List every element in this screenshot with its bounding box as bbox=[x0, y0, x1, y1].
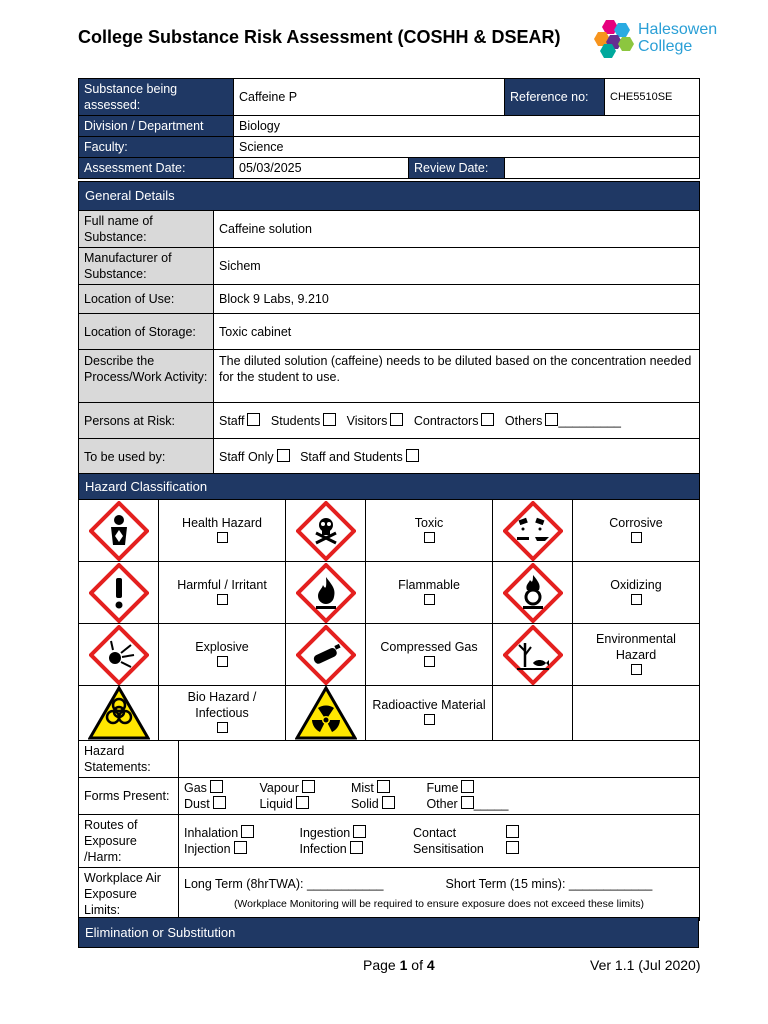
manufacturer-value: Sichem bbox=[214, 248, 700, 285]
compressed-gas-pictogram bbox=[286, 624, 366, 686]
harmful-cell bbox=[159, 562, 286, 624]
biohazard-pictogram bbox=[79, 686, 159, 741]
environmental-pictogram bbox=[493, 624, 573, 686]
hazard-classification-table bbox=[78, 473, 700, 741]
division-label: Division / Department bbox=[79, 116, 234, 137]
exclamation-icon bbox=[89, 563, 149, 623]
radioactive-label: Radioactive Material bbox=[372, 698, 486, 712]
environmental-cell bbox=[573, 624, 700, 686]
forms-label: Forms Present: bbox=[79, 778, 179, 815]
wel-values bbox=[179, 868, 700, 921]
persons-visitors: Visitors bbox=[346, 413, 388, 428]
health-hazard-icon bbox=[89, 501, 149, 561]
persons-staff-checkbox[interactable] bbox=[247, 413, 260, 426]
manufacturer-label: Manufacturer of Substance: bbox=[79, 248, 214, 285]
substance-info-table bbox=[78, 78, 700, 179]
persons-contractors-checkbox[interactable] bbox=[481, 413, 494, 426]
route-ingestion-checkbox[interactable] bbox=[353, 825, 366, 838]
explosive-label: Explosive bbox=[195, 639, 249, 654]
forms-options bbox=[179, 778, 700, 815]
form-liquid: Liquid bbox=[259, 796, 347, 812]
route-infection: Infection bbox=[299, 841, 409, 857]
used-by-staff-only-checkbox[interactable] bbox=[277, 449, 290, 462]
review-date-value bbox=[505, 158, 700, 179]
route-inhalation: Inhalation bbox=[184, 825, 296, 841]
environmental-label: Environmental Hazard bbox=[596, 631, 676, 662]
health-hazard-label: Health Hazard bbox=[182, 515, 262, 530]
route-contact-checkbox[interactable] bbox=[506, 825, 519, 838]
health-hazard-checkbox[interactable] bbox=[217, 532, 228, 543]
form-fume-checkbox[interactable] bbox=[461, 780, 474, 793]
routes-label: Routes of Exposure /Harm: bbox=[79, 815, 179, 868]
persons-staff: Staff bbox=[219, 413, 245, 428]
wel-note: (Workplace Monitoring will be required to ensure exposure does not exceed these limits) bbox=[233, 898, 645, 910]
assessment-date-value: 05/03/2025 bbox=[234, 158, 409, 179]
compressed-gas-cell bbox=[366, 624, 493, 686]
toxic-checkbox[interactable] bbox=[424, 532, 435, 543]
location-storage-value: Toxic cabinet bbox=[214, 314, 700, 350]
form-fume: Fume bbox=[426, 781, 474, 795]
location-use-value: Block 9 Labs, 9.210 bbox=[214, 285, 700, 314]
harmful-checkbox[interactable] bbox=[217, 594, 228, 605]
oxidizing-label: Oxidizing bbox=[610, 577, 662, 592]
route-injection: Injection bbox=[184, 841, 296, 857]
oxidizing-pictogram bbox=[493, 562, 573, 624]
statements-value bbox=[179, 741, 700, 778]
hazard-header: Hazard Classification bbox=[79, 474, 700, 500]
corrosive-cell bbox=[573, 500, 700, 562]
hazard-details-table bbox=[78, 740, 700, 921]
flammable-cell bbox=[366, 562, 493, 624]
wel-label: Workplace Air Exposure Limits: bbox=[79, 868, 179, 921]
route-sensitisation: Sensitisation bbox=[413, 842, 519, 856]
skull-crossbones-icon bbox=[296, 501, 356, 561]
harmful-pictogram bbox=[79, 562, 159, 624]
substance-label: Substance being assessed: bbox=[79, 79, 234, 116]
harmful-label: Harmful / Irritant bbox=[177, 577, 267, 592]
radioactive-checkbox[interactable] bbox=[424, 714, 435, 725]
explosive-checkbox[interactable] bbox=[217, 656, 228, 667]
flammable-checkbox[interactable] bbox=[424, 594, 435, 605]
routes-options bbox=[179, 815, 700, 868]
page-number: Page 1 of 4 bbox=[363, 957, 435, 973]
wel-short-term: Short Term (15 mins): ____________ bbox=[445, 877, 653, 891]
persons-at-risk bbox=[214, 403, 700, 439]
process-value: The diluted solution (caffeine) needs to be diluted based on the concentration needed for the student to use. bbox=[214, 350, 700, 403]
radioactive-cell bbox=[366, 686, 493, 741]
logo-hexagons-icon bbox=[594, 18, 638, 58]
assessment-date-label: Assessment Date: bbox=[79, 158, 234, 179]
form-liquid-checkbox[interactable] bbox=[296, 796, 309, 809]
route-ingestion: Ingestion bbox=[299, 825, 409, 841]
college-logo bbox=[594, 18, 734, 58]
route-injection-checkbox[interactable] bbox=[234, 841, 247, 854]
logo-line2: College bbox=[638, 38, 693, 55]
full-name-label: Full name of Substance: bbox=[79, 211, 214, 248]
form-mist: Mist bbox=[351, 780, 423, 796]
statements-label: Hazard Statements: bbox=[79, 741, 179, 778]
flammable-pictogram bbox=[286, 562, 366, 624]
toxic-pictogram bbox=[286, 500, 366, 562]
route-contact: Contact bbox=[413, 826, 519, 840]
route-sensitisation-checkbox[interactable] bbox=[506, 841, 519, 854]
persons-others: Others bbox=[504, 413, 543, 428]
full-name-value: Caffeine solution bbox=[214, 211, 700, 248]
used-by-staff-students-checkbox[interactable] bbox=[406, 449, 419, 462]
biohazard-cell bbox=[159, 686, 286, 741]
reference-label: Reference no: bbox=[505, 79, 605, 116]
environmental-checkbox[interactable] bbox=[631, 664, 642, 675]
form-dust: Dust bbox=[184, 796, 256, 812]
persons-visitors-checkbox[interactable] bbox=[390, 413, 403, 426]
form-dust-checkbox[interactable] bbox=[213, 796, 226, 809]
route-inhalation-checkbox[interactable] bbox=[241, 825, 254, 838]
review-date-label: Review Date: bbox=[409, 158, 505, 179]
corrosive-pictogram bbox=[493, 500, 573, 562]
location-storage-label: Location of Storage: bbox=[79, 314, 214, 350]
used-by-staff-only: Staff Only bbox=[219, 449, 274, 464]
form-gas-checkbox[interactable] bbox=[210, 780, 223, 793]
substance-value: Caffeine P bbox=[234, 79, 505, 116]
biohazard-icon bbox=[88, 686, 150, 740]
general-details-header: General Details bbox=[79, 182, 700, 211]
reference-value: CHE5510SE bbox=[605, 79, 700, 116]
form-vapour: Vapour bbox=[259, 780, 347, 796]
form-solid: Solid bbox=[351, 796, 423, 812]
oxidizing-cell bbox=[573, 562, 700, 624]
corrosive-label: Corrosive bbox=[609, 515, 663, 530]
form-mist-checkbox[interactable] bbox=[377, 780, 390, 793]
version-label: Ver 1.1 (Jul 2020) bbox=[590, 957, 701, 973]
explosive-cell bbox=[159, 624, 286, 686]
used-by-options bbox=[214, 439, 700, 475]
persons-others-checkbox[interactable] bbox=[545, 413, 558, 426]
used-by-label: To be used by: bbox=[79, 439, 214, 475]
persons-students: Students bbox=[270, 413, 321, 428]
process-label: Describe the Process/Work Activity: bbox=[79, 350, 214, 403]
corrosive-checkbox[interactable] bbox=[631, 532, 642, 543]
general-details-table bbox=[78, 181, 700, 475]
page-title: College Substance Risk Assessment (COSHH & DSEAR) bbox=[78, 27, 561, 47]
flammable-label: Flammable bbox=[398, 577, 460, 592]
elimination-header: Elimination or Substitution bbox=[79, 918, 699, 948]
gas-cylinder-icon bbox=[296, 625, 356, 685]
radioactive-pictogram bbox=[286, 686, 366, 741]
persons-students-checkbox[interactable] bbox=[323, 413, 336, 426]
explosive-pictogram bbox=[79, 624, 159, 686]
radioactive-icon bbox=[295, 686, 357, 740]
toxic-cell bbox=[366, 500, 493, 562]
form-solid-checkbox[interactable] bbox=[382, 796, 395, 809]
empty-pictogram-cell bbox=[493, 686, 573, 741]
oxidizing-checkbox[interactable] bbox=[631, 594, 642, 605]
biohazard-checkbox[interactable] bbox=[217, 722, 228, 733]
environment-icon bbox=[503, 625, 563, 685]
form-other: Other _____ bbox=[426, 797, 509, 811]
faculty-label: Faculty: bbox=[79, 137, 234, 158]
compressed-gas-checkbox[interactable] bbox=[424, 656, 435, 667]
flame-over-circle-icon bbox=[503, 563, 563, 623]
route-infection-checkbox[interactable] bbox=[350, 841, 363, 854]
wel-long-term: Long Term (8hrTWA): ___________ bbox=[184, 877, 384, 891]
persons-contractors: Contractors bbox=[413, 413, 479, 428]
health-hazard-cell bbox=[159, 500, 286, 562]
used-by-staff-students: Staff and Students bbox=[300, 449, 403, 464]
exploding-bomb-icon bbox=[89, 625, 149, 685]
health-hazard-pictogram bbox=[79, 500, 159, 562]
persons-label: Persons at Risk: bbox=[79, 403, 214, 439]
persons-others-blank: _________ bbox=[558, 413, 621, 428]
empty-label-cell bbox=[573, 686, 700, 741]
compressed-gas-label: Compressed Gas bbox=[380, 639, 478, 654]
form-vapour-checkbox[interactable] bbox=[302, 780, 315, 793]
location-use-label: Location of Use: bbox=[79, 285, 214, 314]
flame-icon bbox=[296, 563, 356, 623]
biohazard-label: Bio Hazard / Infectious bbox=[187, 690, 257, 720]
toxic-label: Toxic bbox=[414, 515, 444, 530]
form-gas: Gas bbox=[184, 780, 256, 796]
logo-line1: Halesowen bbox=[638, 21, 718, 38]
division-value: Biology bbox=[234, 116, 700, 137]
faculty-value: Science bbox=[234, 137, 700, 158]
corrosive-icon bbox=[503, 501, 563, 561]
elimination-table bbox=[78, 917, 699, 948]
form-other-checkbox[interactable] bbox=[461, 796, 474, 809]
